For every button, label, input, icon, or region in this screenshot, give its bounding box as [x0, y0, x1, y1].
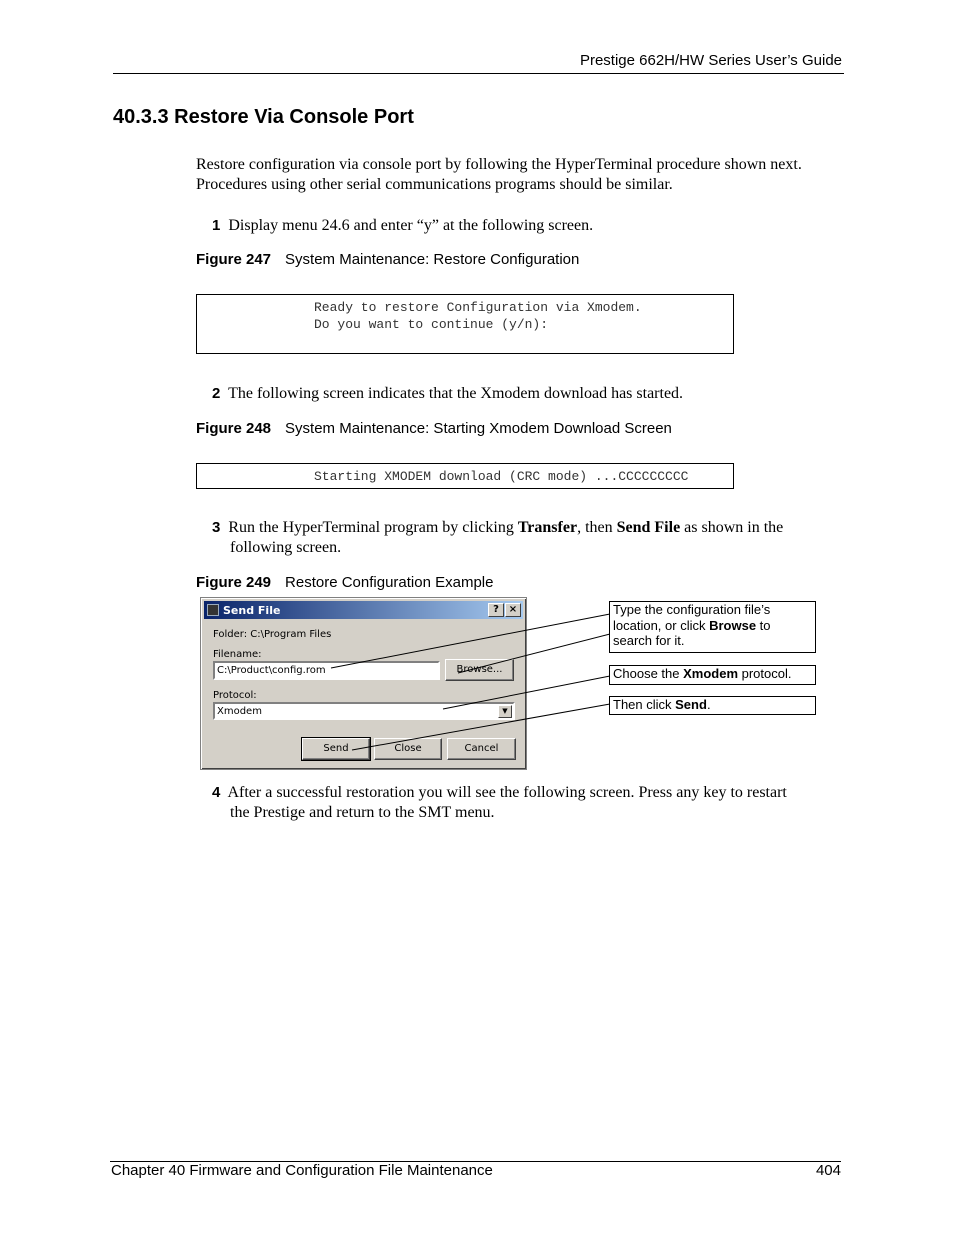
intro-line-1: Restore configuration via console port by following the HyperTerminal procedure shown next. — [196, 156, 802, 173]
figure-label: Figure 249 — [196, 574, 272, 591]
leader-line — [352, 704, 610, 750]
close-icon[interactable]: × — [505, 603, 521, 617]
send-button[interactable]: Send — [302, 738, 370, 760]
step-text: After a successful restoration you will see the following screen. Press any key to restart — [227, 784, 787, 801]
protocol-value: Xmodem — [217, 706, 262, 717]
folder-label: Folder: C:\Program Files — [213, 629, 332, 640]
step-text-post: as shown in the — [680, 519, 784, 536]
step-4 — [212, 783, 787, 803]
bold-term: Send File — [616, 519, 681, 536]
step-text: Display menu 24.6 and enter “y” at the following screen. — [228, 217, 594, 234]
page-number: 404 — [815, 1162, 841, 1179]
console-line: Do you want to continue (y/n): — [314, 317, 549, 332]
callout-line: Type the configuration file’s — [613, 602, 771, 617]
step-number: 4 — [212, 784, 221, 801]
close-button[interactable]: Close — [374, 738, 442, 760]
step-number: 3 — [212, 519, 221, 536]
leader-line — [443, 676, 610, 709]
figure-caption: System Maintenance: Starting Xmodem Download Screen — [285, 420, 672, 437]
figure-label: Figure 247 — [196, 251, 272, 268]
step-text-mid: , then — [577, 519, 617, 536]
callout-send: Then click Send. — [609, 696, 816, 715]
intro-line-2: Procedures using other serial communications programs should be similar. — [196, 176, 673, 193]
callout-line: location, or click Browse to — [613, 617, 771, 633]
dialog-title: Send File — [223, 604, 281, 617]
console-line: Starting XMODEM download (CRC mode) ...CCCCCCCCC — [314, 469, 689, 484]
step-3-line-2: following screen. — [230, 539, 342, 556]
filename-input[interactable]: C:\Product\config.rom — [213, 661, 440, 680]
step-text: The following screen indicates that the Xmodem download has started. — [228, 385, 684, 402]
step-4-line-2: the Prestige and return to the SMT menu. — [230, 804, 495, 821]
callout-filename — [609, 601, 816, 653]
leader-line — [458, 634, 610, 673]
running-header: Prestige 662H/HW Series User’s Guide — [579, 52, 842, 69]
protocol-label: Protocol: — [213, 690, 257, 701]
help-icon[interactable]: ? — [488, 603, 504, 617]
step-number: 2 — [212, 385, 221, 402]
step-text-pre: Run the HyperTerminal program by clicking — [228, 519, 518, 536]
bold-term: Transfer — [517, 519, 578, 536]
step-number: 1 — [212, 217, 221, 234]
figure-caption: Restore Configuration Example — [285, 574, 494, 591]
figure-label: Figure 248 — [196, 420, 272, 437]
cancel-button[interactable]: Cancel — [447, 738, 516, 760]
callout-protocol: Choose the Xmodem protocol. — [609, 665, 816, 685]
callout-line: search for it. — [613, 633, 685, 648]
filename-label: Filename: — [213, 649, 262, 660]
leader-line — [331, 614, 610, 668]
browse-button[interactable]: Browse... — [445, 659, 514, 681]
console-line: Ready to restore Configuration via Xmodem. — [314, 300, 642, 315]
chevron-down-icon[interactable]: ▼ — [498, 705, 512, 718]
section-title: 40.3.3 Restore Via Console Port — [113, 106, 414, 128]
footer-chapter: Chapter 40 Firmware and Configuration File Maintenance — [111, 1162, 493, 1179]
figure-caption: System Maintenance: Restore Configuration — [285, 251, 580, 268]
